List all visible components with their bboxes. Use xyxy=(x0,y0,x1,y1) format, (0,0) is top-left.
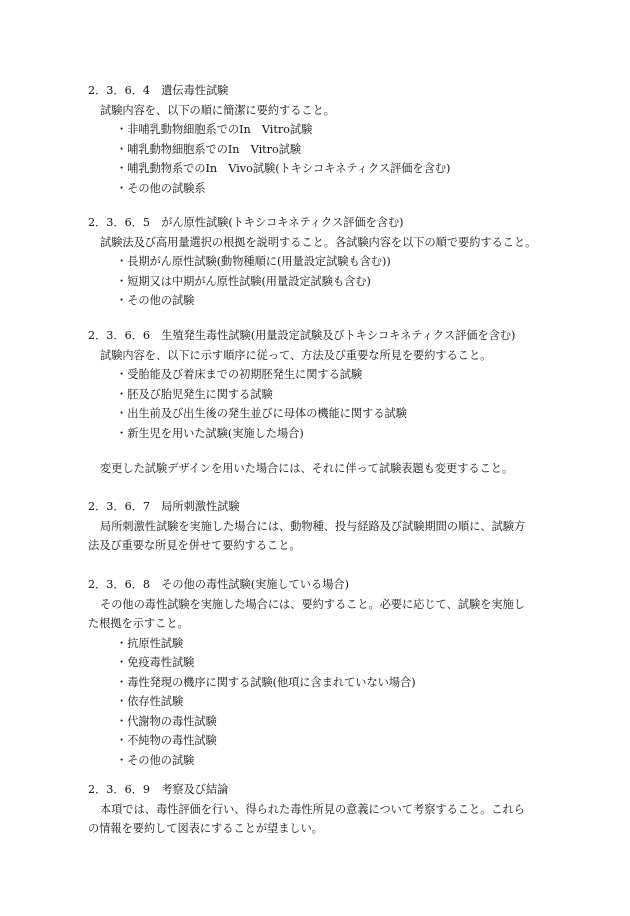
section-lead-line: その他の毒性試験を実施した場合には、要約すること。必要に応じて、試験を実施し xyxy=(100,597,525,611)
list-item: ・不純物の毒性試験 xyxy=(116,734,217,747)
item-list xyxy=(88,365,558,443)
item-list xyxy=(88,634,558,771)
section-heading: 2．3．6．8 その他の毒性試験(実施している場合) xyxy=(88,578,349,591)
section-heading: 2．3．6．5 がん原性試験(トキシコキネティクス評価を含む) xyxy=(88,216,404,229)
list-item: ・その他の試験 xyxy=(116,753,195,767)
section-local-tolerance xyxy=(88,497,558,556)
section-carcinogenicity xyxy=(88,213,558,311)
item-list xyxy=(88,120,558,198)
section-lead-line: 本項では、毒性評価を行い、得られた毒性所見の意義について考察すること。これら xyxy=(100,802,525,816)
list-item: ・依存性試験 xyxy=(116,695,184,708)
item-list xyxy=(88,252,558,311)
list-item: ・非哺乳動物細胞系でのIn Vitro試験 xyxy=(116,123,313,136)
section-lead: 試験法及び高用量選択の根拠を説明すること。各試験内容を以下の順で要約すること。 xyxy=(100,235,537,249)
section-other-toxicity xyxy=(88,575,558,770)
list-item: ・新生児を用いた試験(実施した場合) xyxy=(116,426,304,440)
section-note: 変更した試験デザインを用いた場合には、それに伴って試験表題も変更すること。 xyxy=(100,462,514,475)
section-genotoxicity xyxy=(88,81,558,198)
section-lead: 試験内容を、以下に示す順序に従って、方法及び重要な所見を要約すること。 xyxy=(100,348,492,362)
list-item: ・その他の試験 xyxy=(116,294,195,307)
section-lead-line: 局所刺激性試験を実施した場合には、動物種、投与経路及び試験期間の順に、試験方 xyxy=(100,519,526,533)
section-lead-line: た根拠を示すこと。 xyxy=(88,617,189,630)
section-discussion-conclusion xyxy=(88,780,558,839)
list-item: ・長期がん原性試験(動物種順に(用量設定試験も含む)) xyxy=(116,255,391,268)
list-item: ・毒性発現の機序に関する試験(他項に含まれていない場合) xyxy=(116,675,416,689)
list-item: ・哺乳動物細胞系でのIn Vitro試験 xyxy=(116,142,302,156)
list-item: ・免疫毒性試験 xyxy=(116,656,195,669)
section-heading: 2．3．6．6 生殖発生毒性試験(用量設定試験及びトキシコキネティクス評価を含む) xyxy=(88,329,516,342)
section-lead-line: 法及び重要な所見を併せて要約すること。 xyxy=(88,539,301,552)
section-lead: 試験内容を、以下の順に簡潔に要約すること。 xyxy=(100,103,335,117)
section-heading: 2．3．6．4 遺伝毒性試験 xyxy=(88,84,229,97)
section-heading: 2．3．6．7 局所刺激性試験 xyxy=(88,500,240,513)
list-item: ・哺乳動物系でのIn Vivo試験(トキシコキネティクス評価を含む) xyxy=(116,162,451,175)
list-item: ・代謝物の毒性試験 xyxy=(116,714,217,728)
section-heading: 2．3．6．9 考察及び結論 xyxy=(88,783,229,796)
list-item: ・胚及び胎児発生に関する試験 xyxy=(116,387,273,401)
list-item: ・出生前及び出生後の発生並びに母体の機能に関する試験 xyxy=(116,407,407,420)
list-item: ・短期又は中期がん原性試験(用量設定試験も含む) xyxy=(116,274,371,288)
list-item: ・その他の試験系 xyxy=(116,181,206,195)
section-reproductive-toxicity xyxy=(88,326,558,443)
list-item: ・抗原性試験 xyxy=(116,636,184,650)
section-lead-line: の情報を要約して図表にすることが望ましい。 xyxy=(88,822,323,835)
list-item: ・受胎能及び着床までの初期胚発生に関する試験 xyxy=(116,368,363,381)
